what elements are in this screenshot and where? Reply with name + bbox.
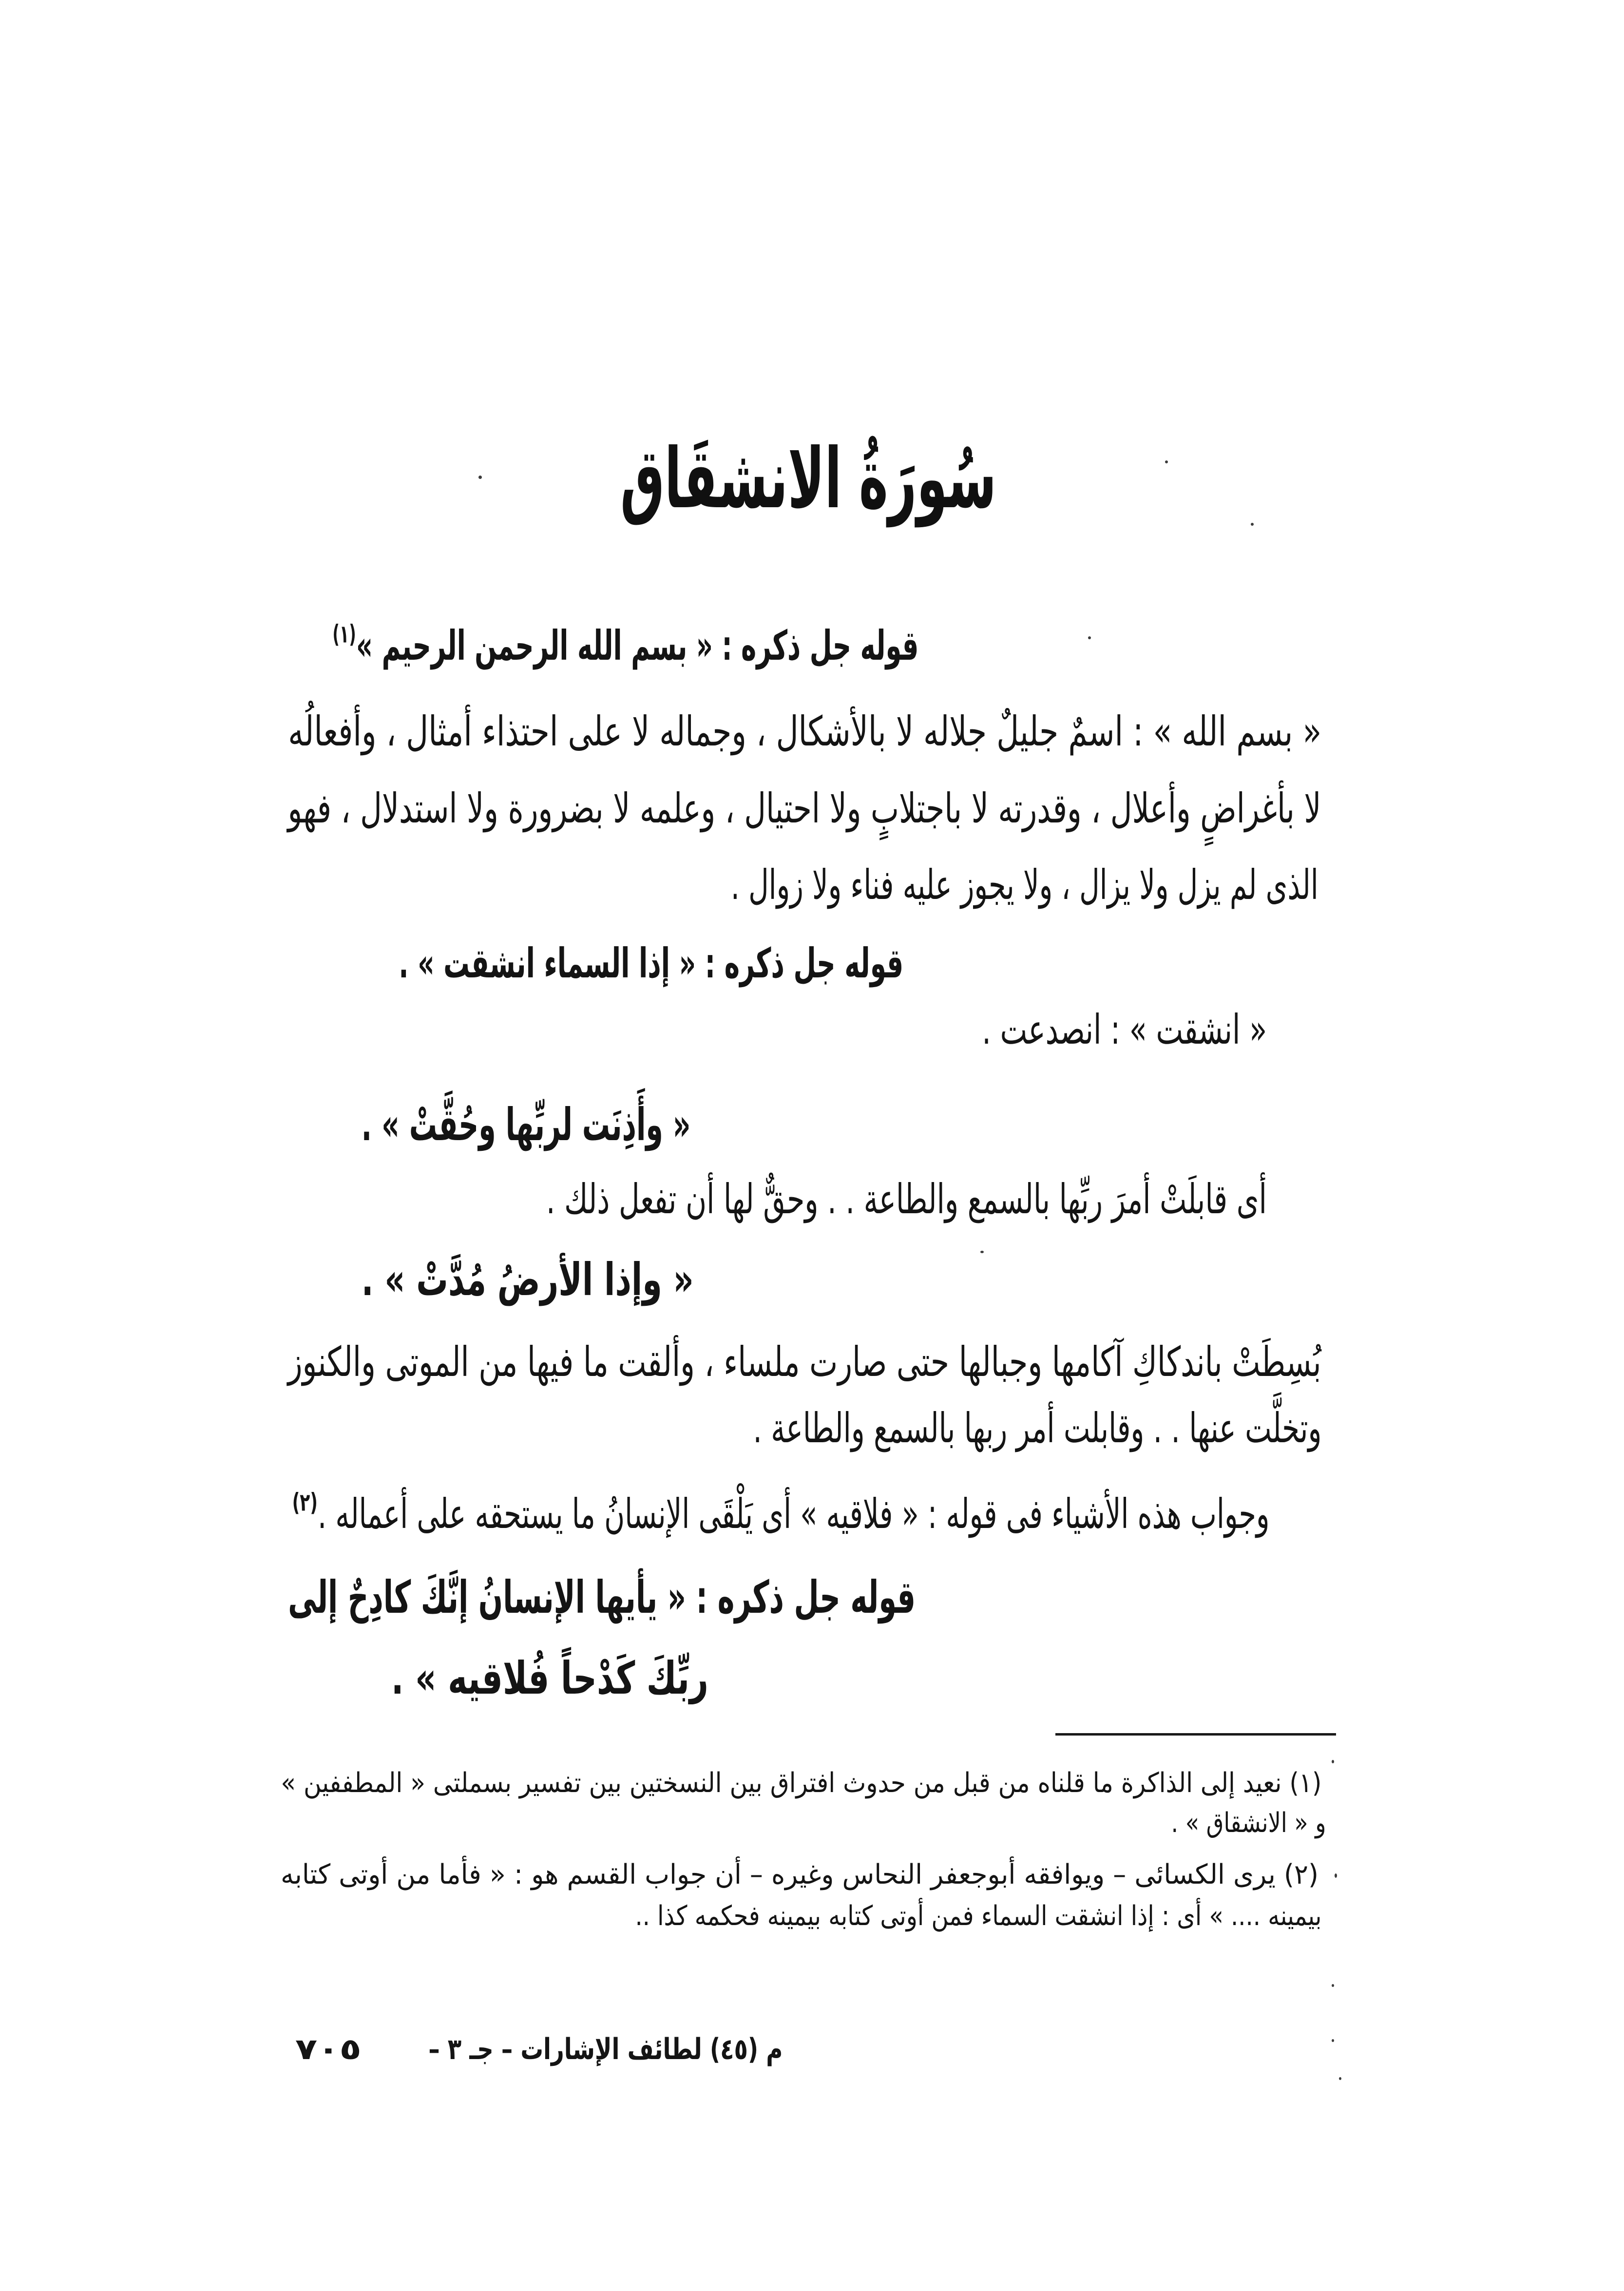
scan-speck bbox=[1332, 1984, 1334, 1987]
verse-heading: قوله جل ذكره : « يأيها الإنسانُ إنَّكَ كادِحٌ إلى bbox=[288, 1571, 916, 1623]
verse-heading: قوله جل ذكره : « إذا السماء انشقت » . bbox=[399, 939, 903, 987]
commentary-line: الذى لم يزل ولا يزال ، ولا يجوز عليه فناء ولا زوال . bbox=[731, 861, 1318, 909]
footnote-ref: (٢) bbox=[292, 1488, 318, 1517]
verse-quote: « وإذا الأرضُ مُدَّتْ » . bbox=[362, 1254, 694, 1306]
scan-speck bbox=[1332, 2039, 1334, 2042]
footnote-marker: (٢) bbox=[1284, 1859, 1318, 1890]
footnote bbox=[281, 1764, 1321, 1803]
commentary-line bbox=[292, 1485, 1270, 1543]
page-number: ٧٠٥ bbox=[295, 2032, 362, 2066]
scan-speck bbox=[1165, 460, 1168, 463]
verse-heading-text: قوله جل ذكره : « بسم الله الرحمن الرحيم » bbox=[356, 622, 919, 669]
commentary-line: وتخلَّت عنها . . وقابلت أمر ربها بالسمع والطاعة . bbox=[753, 1404, 1321, 1452]
verse-quote: « وأَذِنَت لربِّها وحُقَّتْ » . bbox=[362, 1099, 691, 1151]
footnote bbox=[281, 1855, 1318, 1894]
scan-speck bbox=[1335, 1873, 1337, 1878]
scan-speck bbox=[980, 1251, 984, 1253]
scan-speck bbox=[1088, 636, 1091, 639]
footnote-ref: (١) bbox=[332, 619, 356, 649]
verse-heading: ربِّكَ كَدْحاً فُلاقيه » . bbox=[391, 1652, 708, 1704]
scan-speck bbox=[478, 476, 482, 479]
footnote-continuation: و « الانشقاق » . bbox=[1171, 1807, 1326, 1839]
commentary-text: وجواب هذه الأشياء فى قوله : « فلاقيه » أى يَلْقَى الإنسانُ ما يستحقه على أعماله . bbox=[318, 1490, 1270, 1538]
commentary-line: أى قابلَتْ أمرَ ربِّها بالسمع والطاعة . . وحقٌّ لها أن تفعل ذلك . bbox=[546, 1175, 1267, 1223]
commentary-line: بُسِطَتْ باندكاكِ آكامها وجبالها حتى صارت ملساء ، وألقت ما فيها من الموتى والكنوز bbox=[288, 1338, 1321, 1386]
scan-speck bbox=[1251, 523, 1254, 526]
verse-heading bbox=[332, 616, 918, 675]
surah-title: سُورَةُ الانشقَاق bbox=[620, 431, 996, 527]
footnote-text: يرى الكسائى – ويوافقه أبوجعفر النحاس وغيره – أن جواب القسم هو : « فأما من أوتى كتابه bbox=[281, 1859, 1276, 1890]
footnote-separator bbox=[1055, 1733, 1336, 1736]
commentary-line: لا بأغراضٍ وأعلال ، وقدرته لا باجتلابٍ ولا احتيال ، وعلمه لا بضرورة ولا استدلال ، فهو bbox=[288, 784, 1321, 832]
commentary-line: « انشقت » : انصدعت . bbox=[982, 1006, 1267, 1053]
running-head: م (٤٥) لطائف الإشارات – جـ ٣ – bbox=[428, 2032, 783, 2066]
footnote-marker: (١) bbox=[1289, 1767, 1321, 1799]
footnote-continuation: بيمينه .... » أى : إذا انشقت السماء فمن أوتى كتابه بيمينه فحكمه كذا .. bbox=[635, 1900, 1321, 1932]
commentary-line: « بسم الله » : اسمٌ جليلٌ جلاله لا بالأشكال ، وجماله لا على احتذاء أمثال ، وأفعالُه bbox=[288, 707, 1321, 755]
footnote-text: نعيد إلى الذاكرة ما قلناه من قبل من حدوث افتراق بين النسختين بين تفسير بسملتى « المطففين » bbox=[281, 1767, 1282, 1799]
scan-speck bbox=[1339, 2077, 1341, 2080]
scan-speck bbox=[1332, 1760, 1334, 1763]
